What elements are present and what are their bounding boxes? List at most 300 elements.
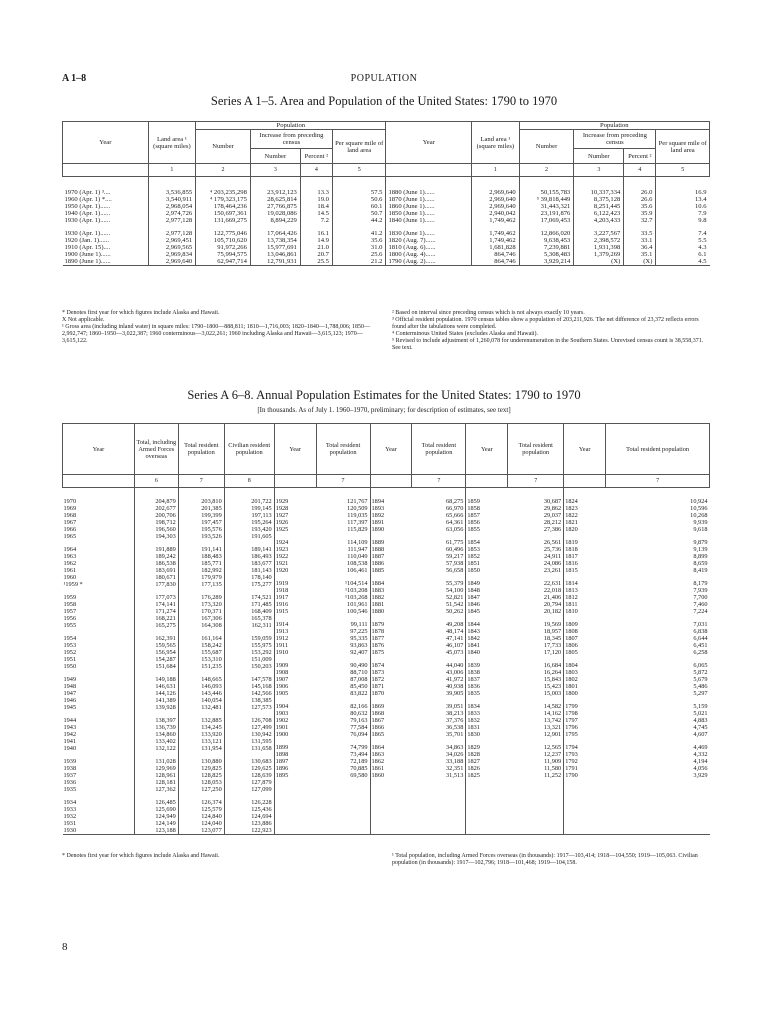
cell: 1887 [371, 553, 385, 560]
cell: 171,485 [251, 601, 272, 608]
colnum: 7 [606, 475, 710, 488]
cell: 1860 (June 1)...... [388, 203, 435, 210]
cell: 188,483 [201, 553, 222, 560]
cell: 1891 [371, 519, 385, 526]
cell: 1830 [467, 731, 480, 738]
cell: 162,311 [251, 622, 272, 629]
cell: 124,149 [155, 820, 176, 827]
cell: 124,040 [201, 820, 222, 827]
cell: 1966 [63, 526, 77, 533]
cell: 1953 [63, 642, 77, 649]
cell: 66,970 [446, 505, 464, 512]
cell: 147,578 [251, 676, 272, 683]
cell: 59,217 [446, 553, 464, 560]
cell: 132,122 [155, 745, 176, 752]
cell: 126,485 [155, 799, 176, 806]
cell: 31,443,321 [540, 203, 571, 210]
col-increase-number: Number [250, 149, 300, 164]
cell: 16,264 [543, 669, 562, 676]
cell: 18.4 [317, 203, 329, 210]
cell: 200,706 [155, 512, 176, 519]
cell: 19.0 [317, 196, 329, 203]
cell: 1927 [275, 512, 289, 519]
cell: 26.6 [640, 196, 653, 203]
cell: 1944 [63, 717, 77, 724]
cell: 6,065 [693, 662, 708, 669]
table-a6-footnote-left: * Denotes first year for which figures include Alaska and Hawaii. [62, 853, 220, 859]
cell: 199,145 [251, 505, 272, 512]
cell: 168,409 [251, 608, 272, 615]
cell: 17,733 [543, 642, 562, 649]
cell: 1792 [565, 758, 578, 765]
col-increase: Increase from preceding census [574, 130, 656, 149]
footnote: ² Based on interval since preceding census which is not always exactly 10 years. [392, 310, 585, 316]
col-total-resident: Total resident population [606, 424, 710, 475]
cell: 125,579 [201, 806, 222, 813]
cell: 52,821 [446, 594, 464, 601]
colnum-blank [274, 475, 316, 488]
cell: (X) [611, 258, 621, 265]
cell: 13,738,354 [267, 237, 297, 244]
col-per-square-mile: Per square mile of land area [332, 130, 386, 164]
cell: 1959 [63, 594, 77, 601]
cell: 1915 [275, 608, 289, 615]
cell: 93,863 [350, 642, 368, 649]
cell: 9,139 [693, 546, 708, 553]
cell: 182,992 [201, 567, 222, 574]
cell: 6,122,423 [593, 210, 621, 217]
cell: 2,977,128 [165, 217, 193, 224]
cell: 1847 [467, 594, 480, 601]
cell: 1835 [467, 690, 480, 697]
cell: 165,378 [251, 615, 272, 622]
cell: 15,003 [543, 690, 562, 697]
cell: 45,073 [446, 649, 464, 656]
years-1860-1894 [370, 488, 412, 835]
cell: 120,509 [347, 505, 368, 512]
cell: 1940 (Apr. 1)...... [64, 210, 111, 217]
cell: 1925 [275, 526, 289, 533]
col-total-resident: Total resident population [412, 424, 466, 475]
cell: 1890 [371, 526, 385, 533]
cell: 5,308,483 [543, 251, 571, 258]
col-civilian-resident: Civilian resident population [224, 424, 274, 475]
cell: 16.9 [694, 189, 707, 196]
colnum: 1 [472, 164, 520, 177]
increase-cell [250, 224, 300, 266]
cell: 128,961 [155, 772, 176, 779]
cell: 1827 [467, 758, 480, 765]
cell: 189,242 [155, 553, 176, 560]
cell: 10,596 [690, 505, 708, 512]
cell: 88,710 [350, 669, 368, 676]
cell: 1898 [275, 751, 289, 758]
cell: 1848 [467, 587, 480, 594]
cell: 162,391 [155, 635, 176, 642]
cell: 4,469 [693, 744, 708, 751]
cell: 156,954 [155, 649, 176, 656]
cell: 24,911 [544, 553, 562, 560]
cell: 155,975 [251, 642, 272, 649]
col-year: Year [564, 424, 606, 475]
page-section-label: A 1–8 [62, 73, 87, 84]
cell: 139,928 [155, 704, 176, 711]
cell: 3,227,567 [593, 230, 621, 237]
cell: 1840 (June 1)...... [388, 217, 435, 224]
cell: 5,679 [693, 676, 708, 683]
cell: 158,242 [201, 642, 222, 649]
cell: 35.6 [640, 203, 653, 210]
cell: 124,840 [201, 813, 222, 820]
cell: 1960 (Apr. 1) *.... [64, 196, 112, 203]
cell: 12,791,931 [267, 258, 297, 265]
cell: 1882 [371, 594, 385, 601]
cell: 14.5 [317, 210, 329, 217]
cell: 1902 [275, 717, 289, 724]
cell: 1942 [63, 731, 77, 738]
cell: 1932 [63, 813, 77, 820]
cell: 50.7 [370, 210, 383, 217]
cell: 132,885 [201, 717, 222, 724]
col-number: Number [196, 130, 251, 164]
cell: 28,625,814 [267, 196, 297, 203]
colnum: 4 [300, 164, 332, 177]
cell: 14,582 [543, 703, 562, 710]
cell: 199,399 [201, 512, 222, 519]
cell: 20,794 [543, 601, 562, 608]
increase-cell [574, 177, 624, 225]
cell: 1877 [371, 635, 385, 642]
cell: 82,166 [350, 703, 368, 710]
cell: 74,799 [350, 744, 368, 751]
cell: 117,397 [347, 519, 368, 526]
cell: 125,436 [251, 806, 272, 813]
colnum: 3 [250, 164, 300, 177]
cell: 108,538 [347, 560, 368, 567]
cell: 31,513 [446, 772, 464, 779]
cell: 1836 [467, 683, 480, 690]
years-1790-1824 [564, 488, 606, 835]
col-per-square-mile: Per square mile of land area [656, 130, 710, 164]
cell: 1946 [63, 697, 77, 704]
cell: 83,822 [350, 690, 368, 697]
cell: 1961 [63, 567, 77, 574]
cell: 131,669,275 [213, 217, 247, 224]
cell: 2,969,640 [165, 258, 193, 265]
colnum: 2 [196, 164, 251, 177]
cell: 43,006 [446, 669, 464, 676]
cell: 22,631 [543, 580, 562, 587]
cell: 146,093 [201, 683, 222, 690]
colnum: 5 [332, 164, 386, 177]
year-cell [386, 177, 472, 225]
cell: 1954 [63, 635, 77, 642]
cell: 1876 [371, 642, 385, 649]
cell: 23,191,876 [540, 210, 571, 217]
cell: 7,224 [693, 608, 708, 615]
cell: 1814 [565, 580, 578, 587]
cell: 1910 (Apr. 15).... [64, 244, 111, 251]
cell: 1917 [275, 594, 289, 601]
col-land-area: Land area ¹ (square miles) [472, 122, 520, 164]
cell: 154,287 [155, 656, 176, 663]
cell: 100,546 [347, 608, 368, 615]
cell: 1821 [565, 519, 578, 526]
cell: 1810 (Aug. 6)...... [388, 244, 436, 251]
cell: 62,947,714 [217, 258, 247, 265]
col-percent: Percent ² [300, 149, 332, 164]
cell: 26,561 [543, 539, 562, 546]
total-resident-1790-1824 [606, 488, 710, 835]
cell: 144,126 [155, 690, 176, 697]
cell: 36.4 [640, 244, 653, 251]
cell: 1904 [275, 703, 289, 710]
cell: 1958 [63, 601, 77, 608]
cell: 1907 [275, 676, 289, 683]
cell: 1831 [467, 724, 480, 731]
cell: 191,889 [155, 546, 176, 553]
cell: 1815 [565, 567, 578, 574]
colnum-blank [370, 475, 412, 488]
cell: 1864 [371, 744, 385, 751]
increase-cell [250, 177, 300, 225]
cell: 1790 [565, 772, 578, 779]
colnum: 7 [178, 475, 224, 488]
cell: 25.6 [370, 251, 383, 258]
years-1825-1859 [466, 488, 508, 835]
cell: 1809 [565, 621, 578, 628]
cell: 1923 [275, 546, 289, 553]
cell: 1,379,269 [593, 251, 621, 258]
cell: 198,712 [155, 519, 176, 526]
cell: 1803 [565, 669, 578, 676]
cell: 7,239,881 [543, 244, 571, 251]
cell: 1947 [63, 690, 77, 697]
cell: 126,374 [201, 799, 222, 806]
cell: 1964 [63, 546, 77, 553]
cell: 1811 [565, 601, 578, 608]
colnum-blank [386, 164, 472, 177]
cell: 1903 [275, 710, 289, 717]
total-resident-1860-1894 [412, 488, 466, 835]
cell: 27,766,875 [267, 203, 297, 210]
cell: 1794 [565, 744, 578, 751]
cell: 29,862 [543, 505, 562, 512]
cell: 151,009 [251, 656, 272, 663]
cell: 4.3 [698, 244, 707, 251]
cell: 1813 [565, 587, 578, 594]
cell: 35,701 [446, 731, 464, 738]
cell: 38,213 [446, 710, 464, 717]
cell: 1948 [63, 683, 77, 690]
cell: 1837 [467, 676, 480, 683]
cell: 140,054 [201, 697, 222, 704]
cell: 97,225 [350, 628, 368, 635]
cell: 143,446 [201, 690, 222, 697]
cell: 1874 [371, 662, 385, 669]
colnum-blank [63, 164, 149, 177]
cell: ¹103,268 [345, 594, 368, 601]
cell: 7,939 [693, 587, 708, 594]
cell: ¹103,208 [345, 587, 368, 594]
cell: 159,059 [251, 635, 272, 642]
cell: 1800 [565, 690, 578, 697]
land-cell [472, 224, 520, 266]
cell: 174,141 [155, 601, 176, 608]
cell: 1865 [371, 731, 385, 738]
cell: 127,099 [251, 786, 272, 793]
cell: 7,460 [693, 601, 708, 608]
cell: 129,969 [155, 765, 176, 772]
cell: 1950 (Apr. 1)...... [64, 203, 111, 210]
cell: 1952 [63, 649, 77, 656]
cell: 1797 [565, 717, 578, 724]
cell: 1913 [275, 628, 289, 635]
cell: ⁵ 39,818,449 [536, 196, 571, 203]
cell: 1791 [565, 765, 578, 772]
cell: 1858 [467, 505, 480, 512]
cell: 1818 [565, 546, 578, 553]
cell: 6,644 [693, 635, 708, 642]
number-cell [519, 177, 574, 225]
cell: 13.3 [317, 189, 329, 196]
cell: 1870 [371, 690, 385, 697]
cell: 3,540,911 [166, 196, 193, 203]
cell: 123,886 [251, 820, 272, 827]
cell: 1880 (June 1)...... [388, 189, 435, 196]
cell: 29,037 [543, 512, 562, 519]
cell: 2,969,451 [165, 237, 193, 244]
cell: 76,094 [350, 731, 368, 738]
cell: 1957 [63, 608, 77, 615]
cell: 91,972,266 [217, 244, 247, 251]
cell: 197,457 [201, 519, 222, 526]
cell: 2,977,128 [165, 230, 193, 237]
cell: 1949 [63, 676, 77, 683]
cell: 1911 [275, 642, 289, 649]
cell: 9,638,453 [543, 237, 571, 244]
cell: 15,843 [543, 676, 562, 683]
cell: 115,829 [347, 526, 368, 533]
cell: 1819 [565, 539, 578, 546]
cell: 1828 [467, 751, 480, 758]
cell: 9,618 [693, 526, 708, 533]
cell: 2,398,572 [593, 237, 621, 244]
cell: 12,866,020 [540, 230, 571, 237]
per-sq-cell [332, 224, 386, 266]
cell: 195,576 [201, 526, 222, 533]
cell: 106,461 [347, 567, 368, 574]
civilian-resident-1930-1970 [224, 488, 274, 835]
cell: 1842 [467, 635, 480, 642]
cell: 128,825 [201, 772, 222, 779]
cell: 11,252 [544, 772, 562, 779]
cell: 1852 [467, 553, 480, 560]
cell: 68,275 [446, 498, 464, 505]
cell: 129,825 [201, 765, 222, 772]
cell: 4,194 [693, 758, 708, 765]
footnote: ¹ Gross area (including inland water) in square miles: 1790–1800—888,811; 1810—1,716,003; 1820–1840—1,788,006; 1850—2,992,747; 1860–1950—3,022,387; 1960 conterminous—3,022,261; 1960 including Alaska and Hawaii—3,615,123; 1970—3,615,122. [62, 324, 371, 344]
cell: 70,885 [350, 765, 368, 772]
cell: ¹104,514 [345, 580, 368, 587]
footnote: ⁵ Revised to include adjustment of 1,260,078 for underenumeration in the Southern States. Unrevised census count is 38,558,371. See text. [392, 338, 704, 351]
cell: 1943 [63, 724, 77, 731]
year-cell [63, 224, 149, 266]
cell: 1896 [275, 765, 289, 772]
cell: 1863 [371, 751, 385, 758]
cell: 48,174 [446, 628, 464, 635]
land-cell [148, 177, 196, 225]
col-year: Year [386, 122, 472, 164]
years-1930-1970 [63, 488, 135, 835]
cell: 61,775 [446, 539, 464, 546]
cell: 14,162 [543, 710, 562, 717]
table-a6-footnote-right: ¹ Total population, including Armed Forces overseas (in thousands): 1917—103,414; 1918—104,550; 1919—105,063. Civilian population (in thousands): 1917—102,796; 1918—101,468; 1919—104,158. [392, 853, 698, 866]
col-year: Year [466, 424, 508, 475]
cell: 191,605 [251, 533, 272, 540]
cell: 1965 [63, 533, 77, 540]
cell: 1855 [467, 526, 480, 533]
cell: 1860 [371, 772, 385, 779]
cell: 1805 [565, 649, 578, 656]
cell: 32.7 [640, 217, 653, 224]
cell: 127,362 [155, 786, 176, 793]
colnum: 7 [316, 475, 370, 488]
cell: 171,274 [155, 608, 176, 615]
cell: 131,954 [201, 745, 222, 752]
cell: 17,069,453 [540, 217, 571, 224]
cell: 28,212 [543, 519, 562, 526]
cell: 864,746 [494, 258, 516, 265]
running-head: POPULATION [350, 73, 418, 84]
cell: 1795 [565, 731, 578, 738]
cell: 177,135 [201, 581, 222, 588]
cell: 130,683 [251, 758, 272, 765]
cell: 131,658 [251, 745, 272, 752]
annual-estimates-table [62, 423, 710, 835]
cell: 39,905 [446, 690, 464, 697]
cell: 47,141 [446, 635, 464, 642]
cell: 1843 [467, 628, 480, 635]
cell: 13,046,861 [267, 251, 297, 258]
cell: 1950 [63, 663, 77, 670]
cell: 146,631 [155, 683, 176, 690]
cell: 24,086 [543, 560, 562, 567]
cell: 127,573 [251, 704, 272, 711]
cell: 1901 [275, 724, 289, 731]
cell: 7.9 [698, 210, 707, 217]
cell: 1956 [63, 615, 77, 622]
cell: 95,335 [350, 635, 368, 642]
cell: 1804 [565, 662, 578, 669]
cell: 121,767 [347, 498, 368, 505]
cell: 3,929,214 [543, 258, 571, 265]
percent-cell [624, 177, 656, 225]
col-increase-number: Number [574, 149, 624, 164]
cell: 1868 [371, 710, 385, 717]
cell: 1881 [371, 601, 385, 608]
cell: 7,700 [693, 594, 708, 601]
cell: 1820 [565, 526, 578, 533]
cell: 1920 [275, 567, 289, 574]
cell: 2,969,640 [489, 189, 516, 196]
cell: 127,499 [251, 724, 272, 731]
cell: 196,560 [155, 526, 176, 533]
per-sq-cell [332, 177, 386, 225]
cell: 25.5 [317, 258, 329, 265]
cell: 133,920 [201, 731, 222, 738]
cell: 21.0 [317, 244, 329, 251]
